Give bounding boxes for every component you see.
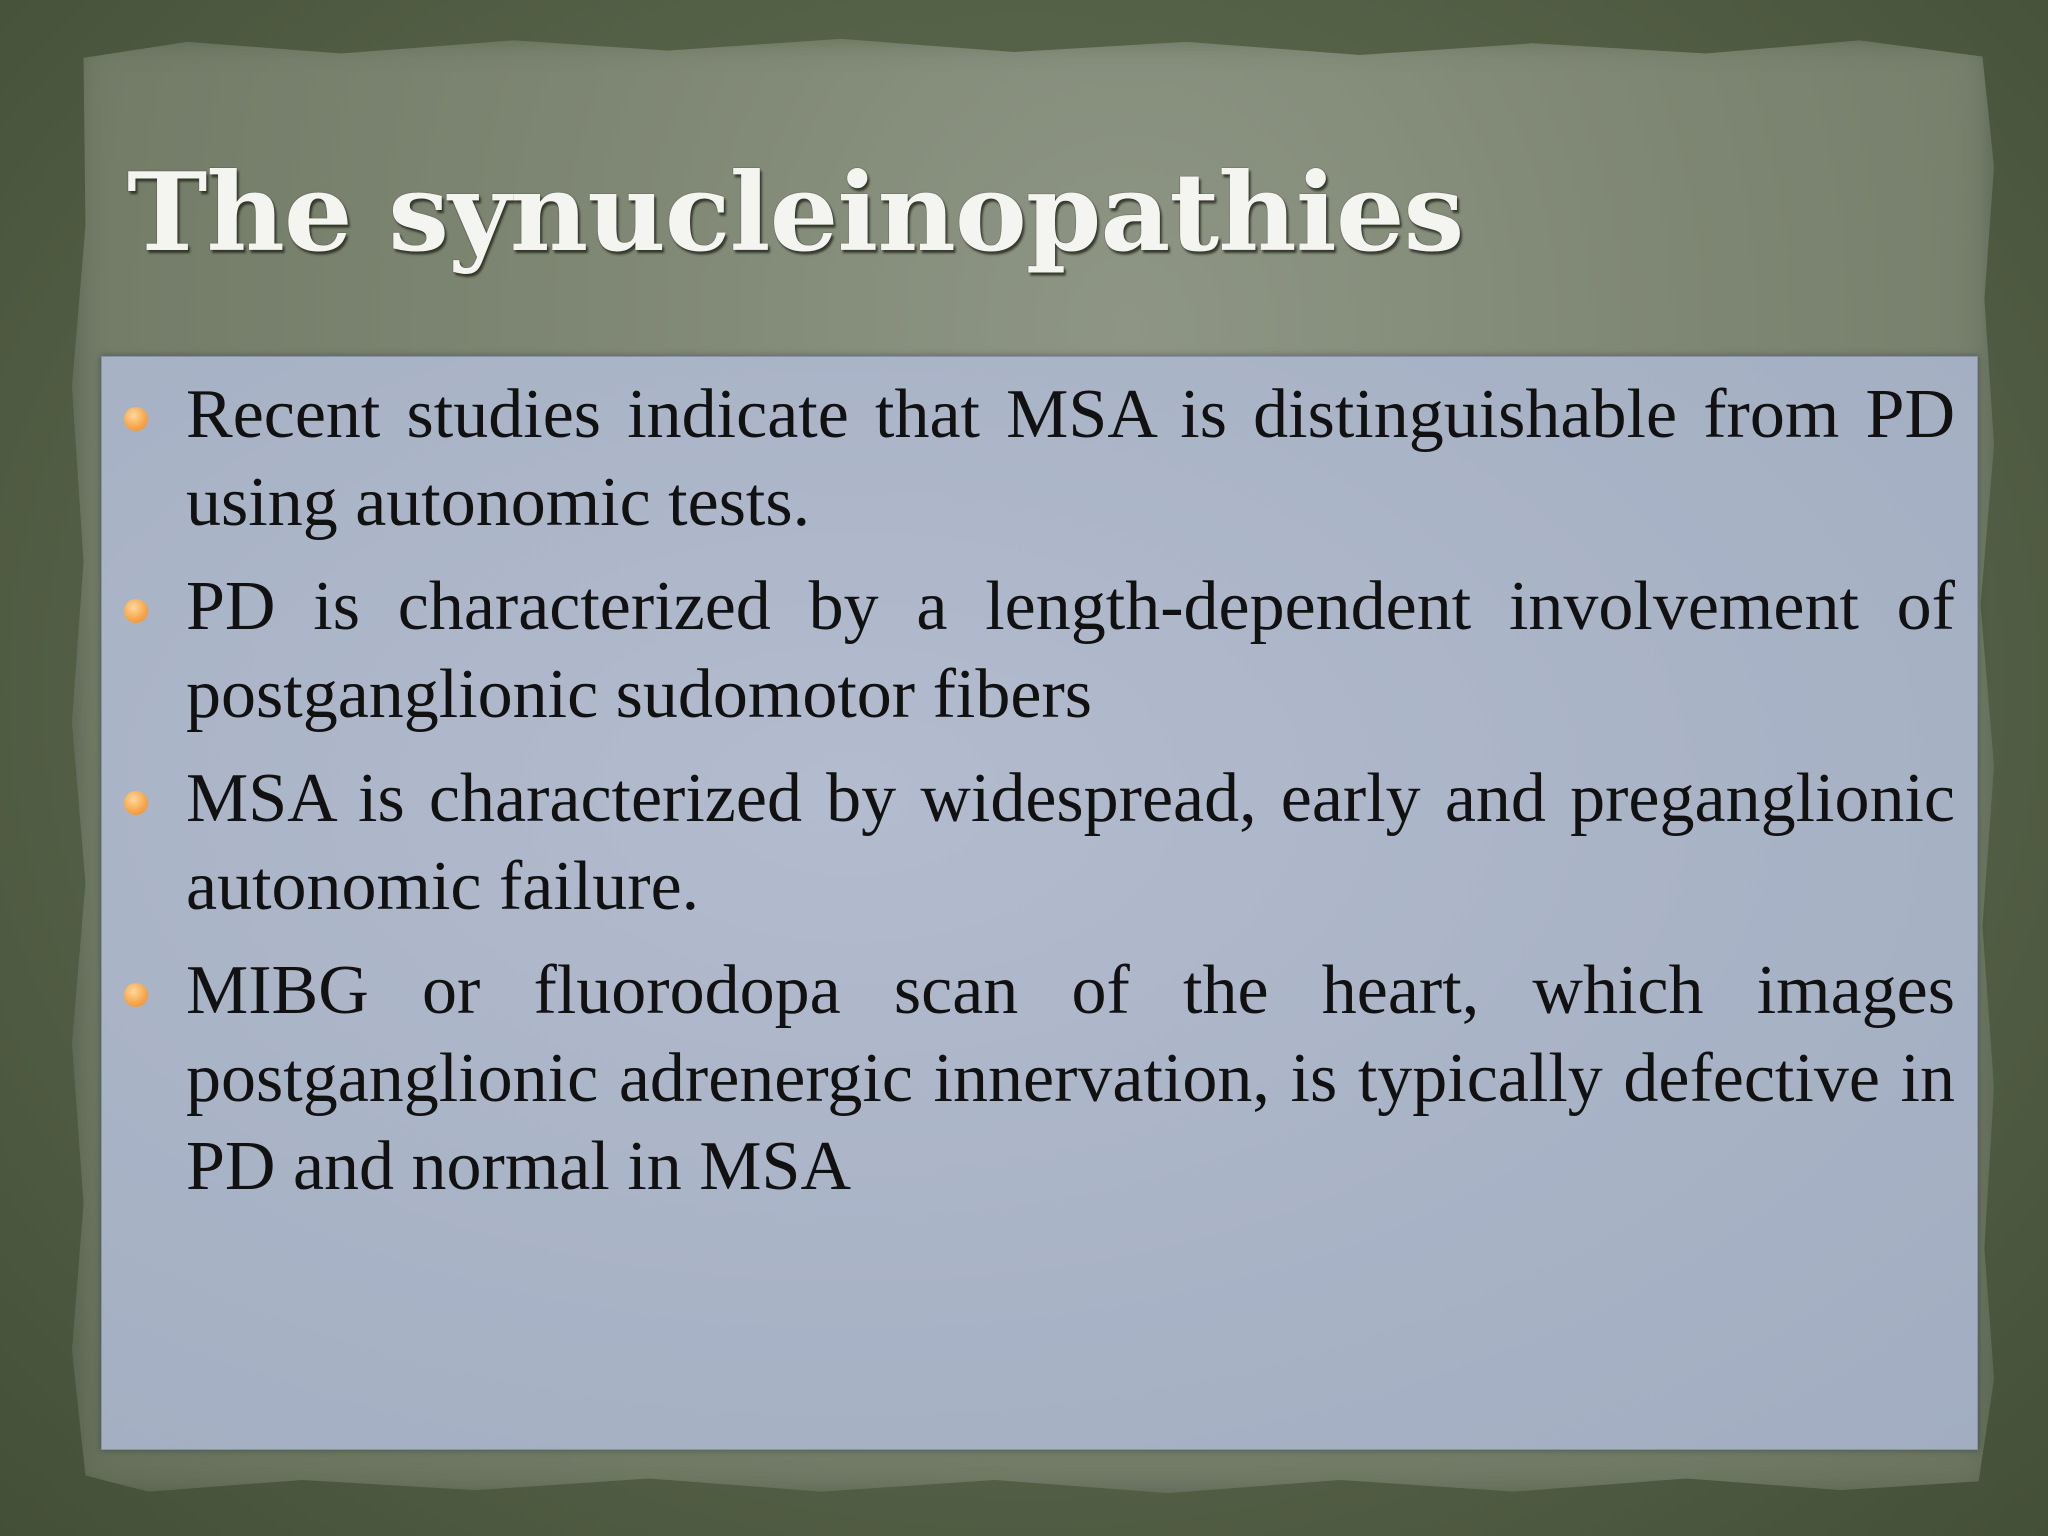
bullet-item [122, 755, 1955, 931]
bullet-dot-icon [124, 983, 148, 1007]
bullet-item [122, 947, 1955, 1211]
bullet-dot-icon [124, 407, 148, 431]
bullet-text: PD is characterized by a length-dependent involvement of postganglionic sudomotor fibers [186, 568, 1955, 733]
content-box [101, 356, 1978, 1450]
bullet-text: MIBG or fluorodopa scan of the heart, which images postganglionic adrenergic innervation, is typically defective in PD and normal in MSA [186, 952, 1955, 1205]
bullet-dot-icon [124, 791, 148, 815]
bullet-text: MSA is characterized by widespread, early and preganglionic autonomic failure. [186, 760, 1955, 925]
slide-title: The synucleinopathies [127, 150, 1464, 276]
bullet-item [122, 563, 1955, 739]
bullet-dot-icon [124, 599, 148, 623]
bullet-text: Recent studies indicate that MSA is distinguishable from PD using autonomic tests. [186, 376, 1955, 541]
bullet-list [122, 371, 1955, 1211]
bullet-item [122, 371, 1955, 547]
